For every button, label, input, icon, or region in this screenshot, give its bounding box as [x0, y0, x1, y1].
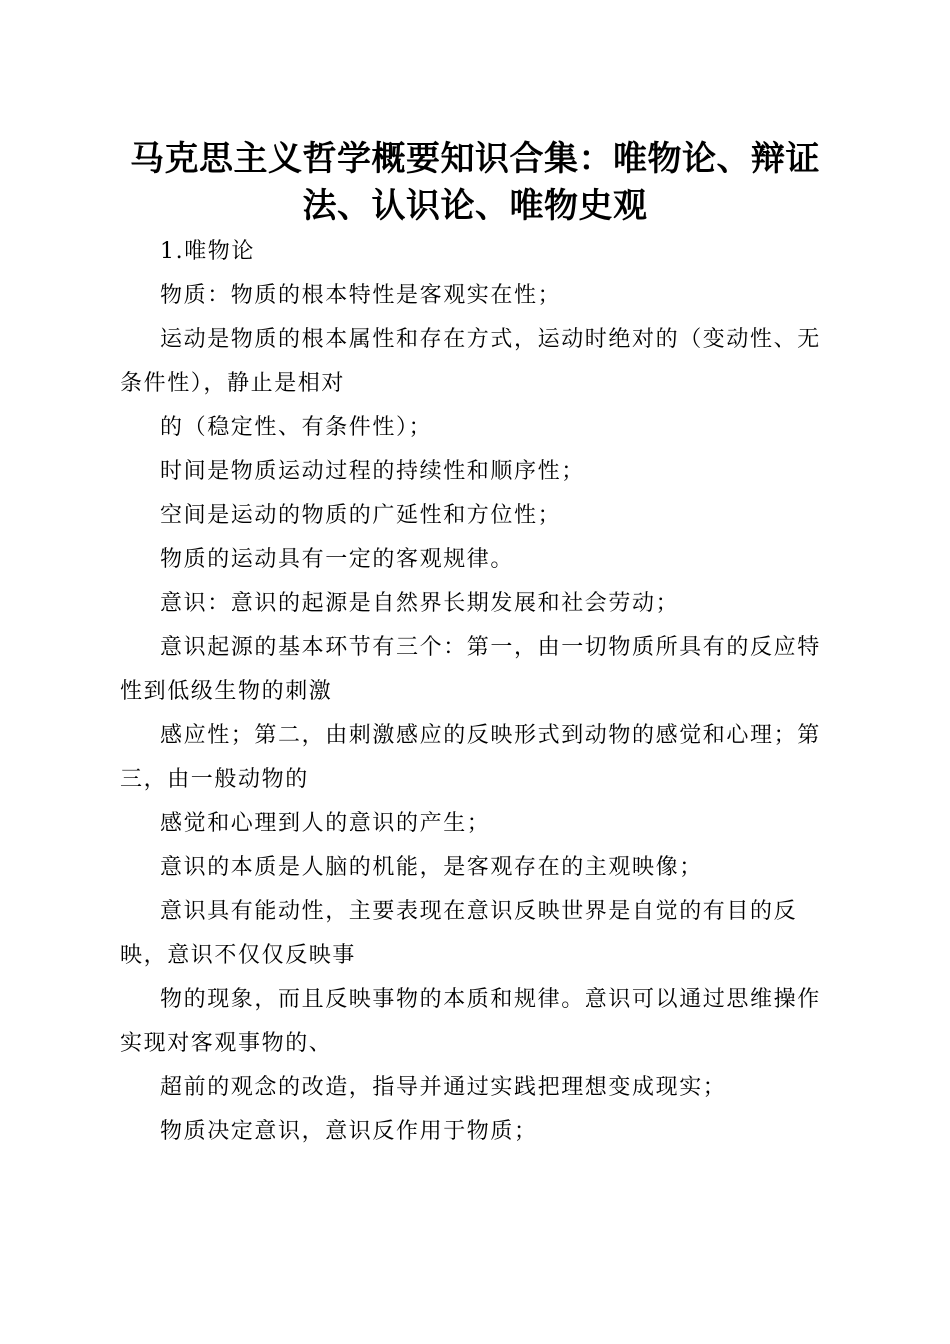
paragraph: 意识起源的基本环节有三个：第一，由一切物质所具有的反应特性到低级生物的刺激: [120, 635, 821, 704]
paragraph: 感应性；第二，由刺激感应的反映形式到动物的感觉和心理；第三，由一般动物的: [120, 723, 821, 792]
document-title: 马克思主义哲学概要知识合集：唯物论、辩证法、认识论、唯物史观: [130, 139, 820, 226]
paragraph: 运动是物质的根本属性和存在方式，运动时绝对的（变动性、无条件性），静止是相对: [120, 327, 821, 396]
paragraph: 物质的运动具有一定的客观规律。: [160, 547, 515, 572]
paragraph: 意识：意识的起源是自然界长期发展和社会劳动；: [160, 591, 680, 616]
paragraph: 感觉和心理到人的意识的产生；: [160, 811, 491, 836]
paragraph: 意识具有能动性，主要表现在意识反映世界是自觉的有目的反映，意识不仅仅反映事: [120, 899, 798, 968]
paragraph: 物的现象，而且反映事物的本质和规律。意识可以通过思维操作实现对客观事物的、: [120, 987, 821, 1056]
paragraph: 1.唯物论: [160, 239, 255, 264]
paragraph: 物质决定意识，意识反作用于物质；: [160, 1119, 538, 1144]
paragraph: 时间是物质运动过程的持续性和顺序性；: [160, 459, 585, 484]
paragraph: 超前的观念的改造，指导并通过实践把理想变成现实；: [160, 1075, 727, 1100]
paragraph: 空间是运动的物质的广延性和方位性；: [160, 503, 562, 528]
paragraph: 意识的本质是人脑的机能，是客观存在的主观映像；: [160, 855, 703, 880]
paragraph: 物质：物质的根本特性是客观实在性；: [160, 283, 562, 308]
paragraph: 的（稳定性、有条件性）；: [160, 415, 433, 440]
document-body: [120, 230, 840, 1154]
